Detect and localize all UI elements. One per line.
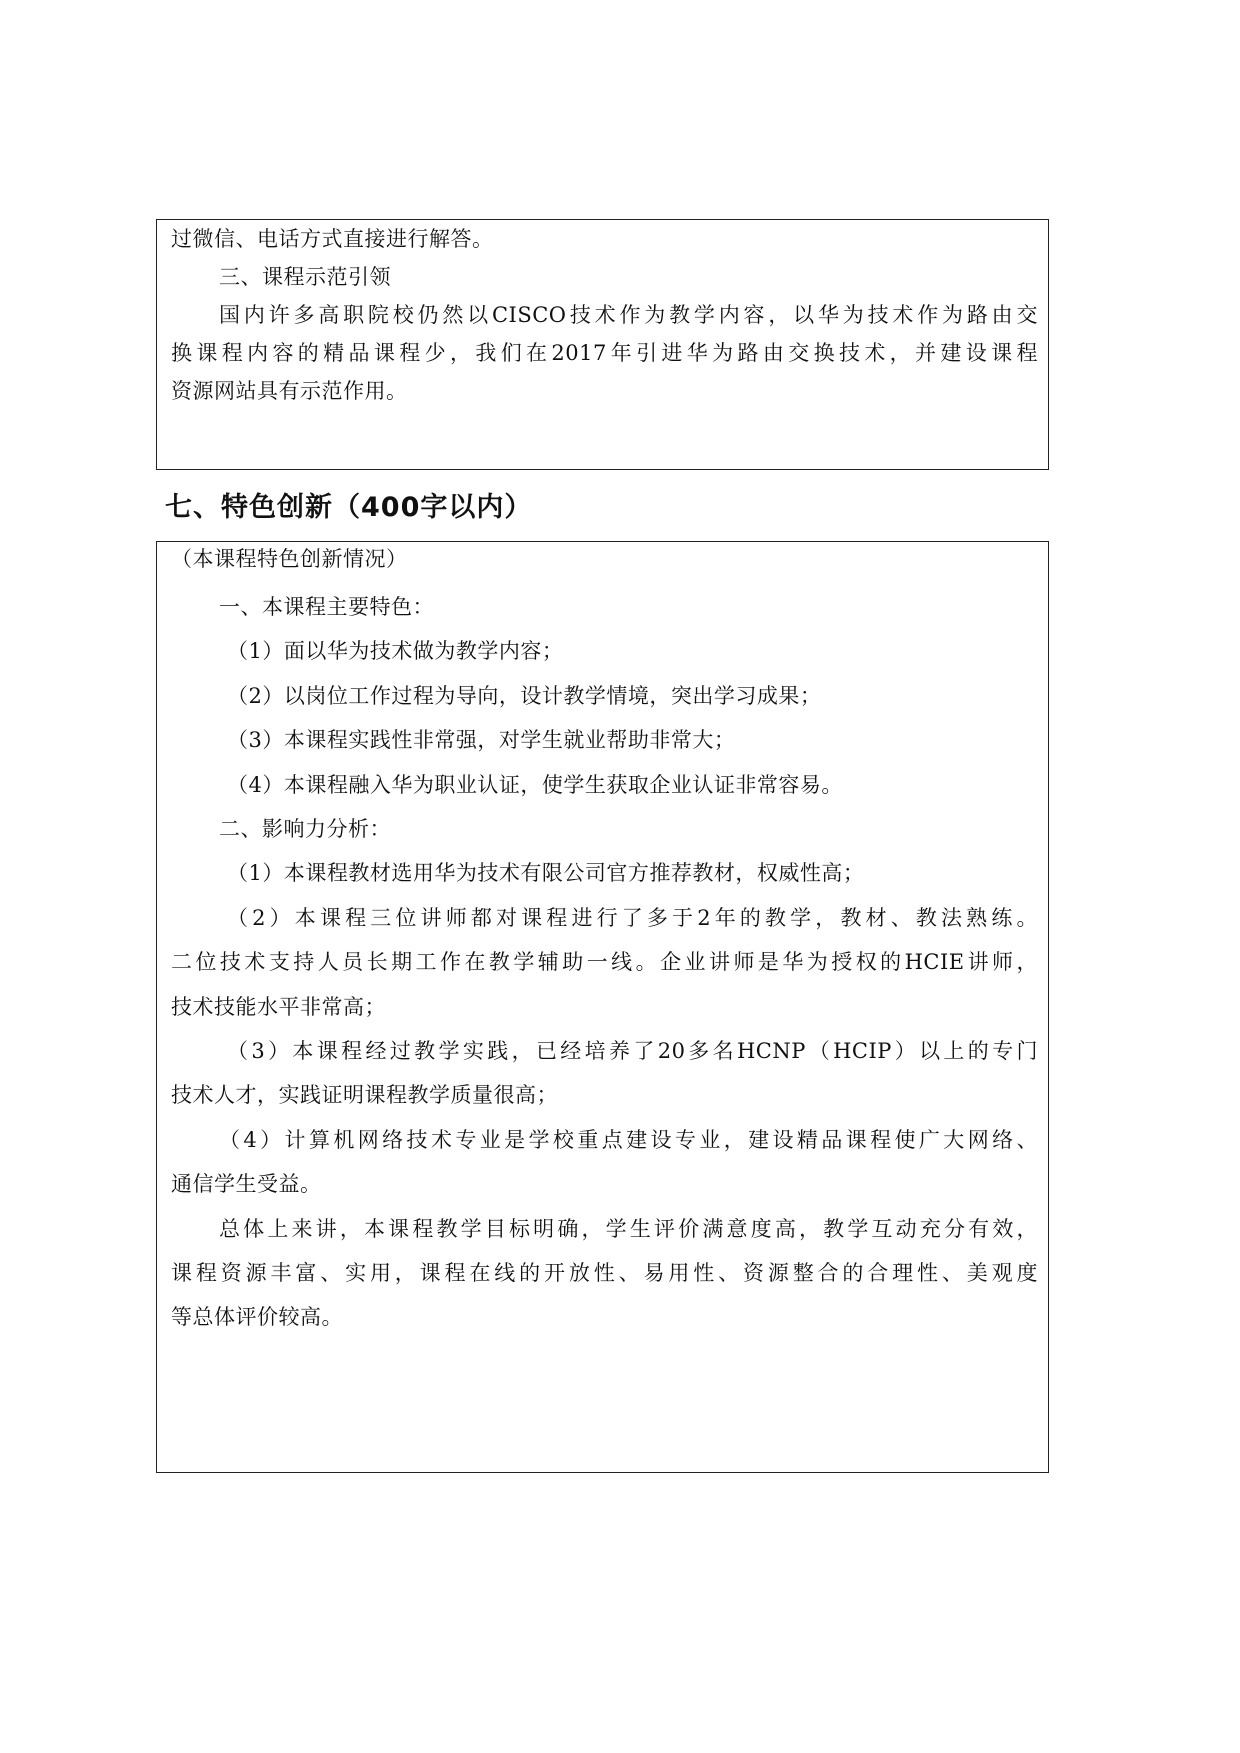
text-line: 国内许多高职院校仍然以CISCO技术作为教学内容，以华为技术作为路由交 bbox=[219, 303, 1038, 327]
subheading-features: 一、本课程主要特色： bbox=[219, 595, 434, 619]
text-line: 二位技术支持人员长期工作在教学辅助一线。企业讲师是华为授权的HCIE讲师， bbox=[171, 950, 1038, 974]
list-item: （1）面以华为技术做为教学内容； bbox=[227, 639, 564, 663]
list-item: （2）以岗位工作过程为导向，设计教学情境，突出学习成果； bbox=[227, 684, 822, 708]
subheading-demonstration: 三、课程示范引领 bbox=[219, 265, 391, 289]
summary-line: 总体上来讲，本课程教学目标明确，学生评价满意度高，教学互动充分有效， bbox=[219, 1217, 1038, 1241]
summary-line: 课程资源丰富、实用，课程在线的开放性、易用性、资源整合的合理性、美观度 bbox=[171, 1261, 1038, 1285]
section-title: 七、特色创新（400字以内） bbox=[165, 492, 533, 523]
list-item: （4）计算机网络技术专业是学校重点建设专业，建设精品课程使广大网络、 bbox=[219, 1128, 1038, 1152]
list-item: （3）本课程实践性非常强，对学生就业帮助非常大； bbox=[227, 728, 736, 752]
summary-line: 等总体评价较高。 bbox=[171, 1305, 343, 1329]
text-line: 过微信、电话方式直接进行解答。 bbox=[171, 227, 494, 251]
text-line: 资源网站具有示范作用。 bbox=[171, 379, 408, 403]
text-line: 通信学生受益。 bbox=[171, 1172, 322, 1196]
list-item: （2）本课程三位讲师都对课程进行了多于2年的教学，教材、教法熟练。 bbox=[227, 906, 1038, 930]
list-item: （4）本课程融入华为职业认证，使学生获取企业认证非常容易。 bbox=[227, 773, 843, 797]
text-line: 技术技能水平非常高； bbox=[171, 995, 386, 1019]
feature-innovation-box bbox=[156, 541, 1049, 1473]
text-line: 技术人才，实践证明课程教学质量很高； bbox=[171, 1083, 558, 1107]
course-demonstration-box bbox=[156, 219, 1049, 470]
list-item: （1）本课程教材选用华为技术有限公司官方推荐教材，权威性高； bbox=[227, 861, 865, 885]
subheading-influence: 二、影响力分析： bbox=[219, 817, 391, 841]
box-caption: （本课程特色创新情况） bbox=[171, 547, 408, 571]
list-item: （3）本课程经过教学实践，已经培养了20多名HCNP（HCIP）以上的专门 bbox=[227, 1039, 1038, 1063]
text-line: 换课程内容的精品课程少，我们在2017年引进华为路由交换技术，并建设课程 bbox=[171, 341, 1038, 365]
